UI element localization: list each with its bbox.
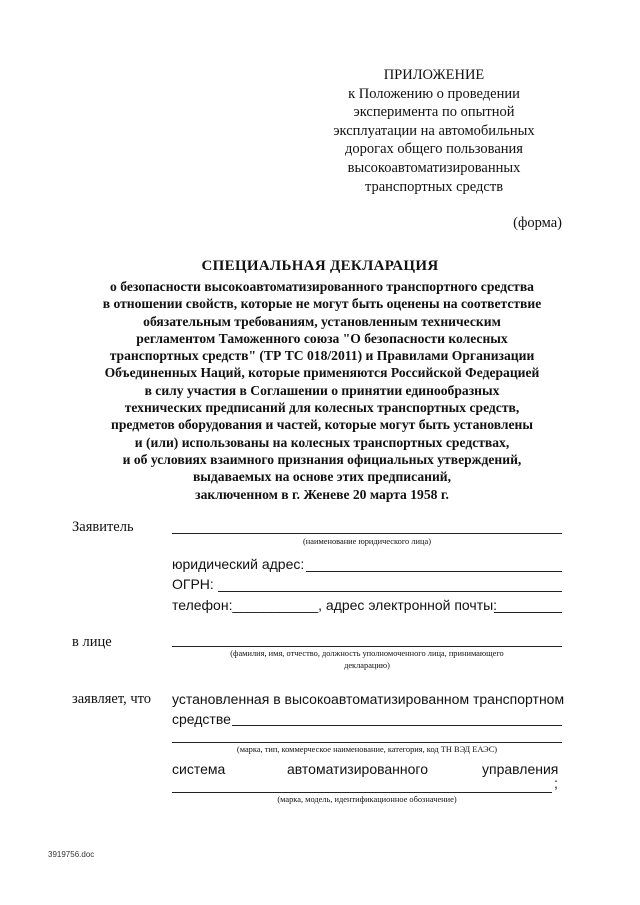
vehicle-caption: (марка, тип, коммерческое наименование, категория, код ТН ВЭД ЕАЭС) xyxy=(236,745,498,754)
subtitle-line: Объединенных Наций, которые применяются Российской Федерацией xyxy=(104,365,540,381)
subtitle-line: предметов оборудования и частей, которые могут быть установлены xyxy=(111,417,533,433)
appendix-line: эксплуатации на автомобильных xyxy=(333,122,535,139)
form-label: (форма) xyxy=(513,215,562,231)
applicant-name-caption: (наименование юридического лица) xyxy=(302,537,431,546)
phone-row xyxy=(172,597,497,613)
system-word2: автоматизированного xyxy=(287,761,429,777)
subtitle-line: о безопасности высокоавтоматизированного транспортного средства xyxy=(110,279,534,294)
subtitle-line: и об условиях взаимного признания официальных утверждений, xyxy=(122,451,522,467)
appendix-line: ПРИЛОЖЕНИЕ xyxy=(383,67,485,83)
person-caption-line2: декларацию) xyxy=(344,661,390,670)
person-label: в лице xyxy=(72,634,112,650)
subtitle-line: обязательным требованиям, установленным техническим xyxy=(143,313,501,329)
declares-label: заявляет, что xyxy=(72,691,152,707)
ogrn-label: ОГРН: xyxy=(172,576,214,592)
appendix-line: транспортных средств xyxy=(364,178,504,195)
vehicle-line-1[interactable] xyxy=(232,725,562,726)
subtitle-line: транспортных средств" (ТР ТС 018/2011) и Правилами Организации xyxy=(109,348,535,364)
document-title: СПЕЦИАЛЬНАЯ ДЕКЛАРАЦИЯ xyxy=(201,258,439,274)
ogrn-line[interactable] xyxy=(218,591,562,592)
subtitle-line: и (или) использованы на колесных транспортных средствах, xyxy=(134,434,510,450)
email-label: , адрес электронной почты: xyxy=(318,597,498,613)
applicant-name-line[interactable] xyxy=(172,533,562,534)
subtitle-line: регламентом Таможенного союза "О безопасности колесных xyxy=(136,330,508,346)
legal-address-line[interactable] xyxy=(306,571,562,572)
appendix-header xyxy=(300,66,568,196)
subtitle-line: в отношении свойств, которые не могут быть оценены на соответствие xyxy=(102,296,542,312)
email-line[interactable] xyxy=(494,612,562,613)
subtitle-line: заключенном в г. Женеве 20 марта 1958 г. xyxy=(195,486,449,502)
system-caption: (марка, модель, идентификационное обозначение) xyxy=(277,795,457,804)
subtitle-line: выдаваемых на основе этих предписаний, xyxy=(192,469,452,485)
system-line[interactable] xyxy=(172,792,552,793)
vehicle-line-2[interactable] xyxy=(172,742,562,743)
footer-filename: 3919756.doc xyxy=(48,850,95,859)
person-line[interactable] xyxy=(172,646,562,647)
appendix-line: к Положению о проведении xyxy=(348,85,520,102)
system-word3: управления xyxy=(482,761,559,777)
applicant-label: Заявитель xyxy=(72,519,134,535)
subtitle-line: технических предписаний для колесных транспортных средств, xyxy=(124,400,520,416)
declares-text-line1: установленная в высокоавтоматизированном транспортном xyxy=(172,691,565,707)
appendix-line: эксперимента по опытной xyxy=(353,104,515,121)
phone-label: телефон: xyxy=(172,597,233,613)
appendix-line: дорогах общего пользования xyxy=(345,141,523,158)
declares-text-line2: средстве xyxy=(172,711,231,727)
document-subtitle xyxy=(60,278,584,503)
legal-address-label: юридический адрес: xyxy=(172,556,305,572)
person-caption-line1: (фамилия, имя, отчество, должность уполномоченного лица, принимающего xyxy=(230,649,504,658)
system-word1: система xyxy=(172,761,226,777)
phone-blank[interactable]: ___________ xyxy=(232,597,319,613)
subtitle-line: в силу участия в Соглашении о принятии единообразных xyxy=(144,382,500,398)
appendix-line: высокоавтоматизированных xyxy=(347,159,521,176)
system-semicolon: ; xyxy=(554,775,558,791)
